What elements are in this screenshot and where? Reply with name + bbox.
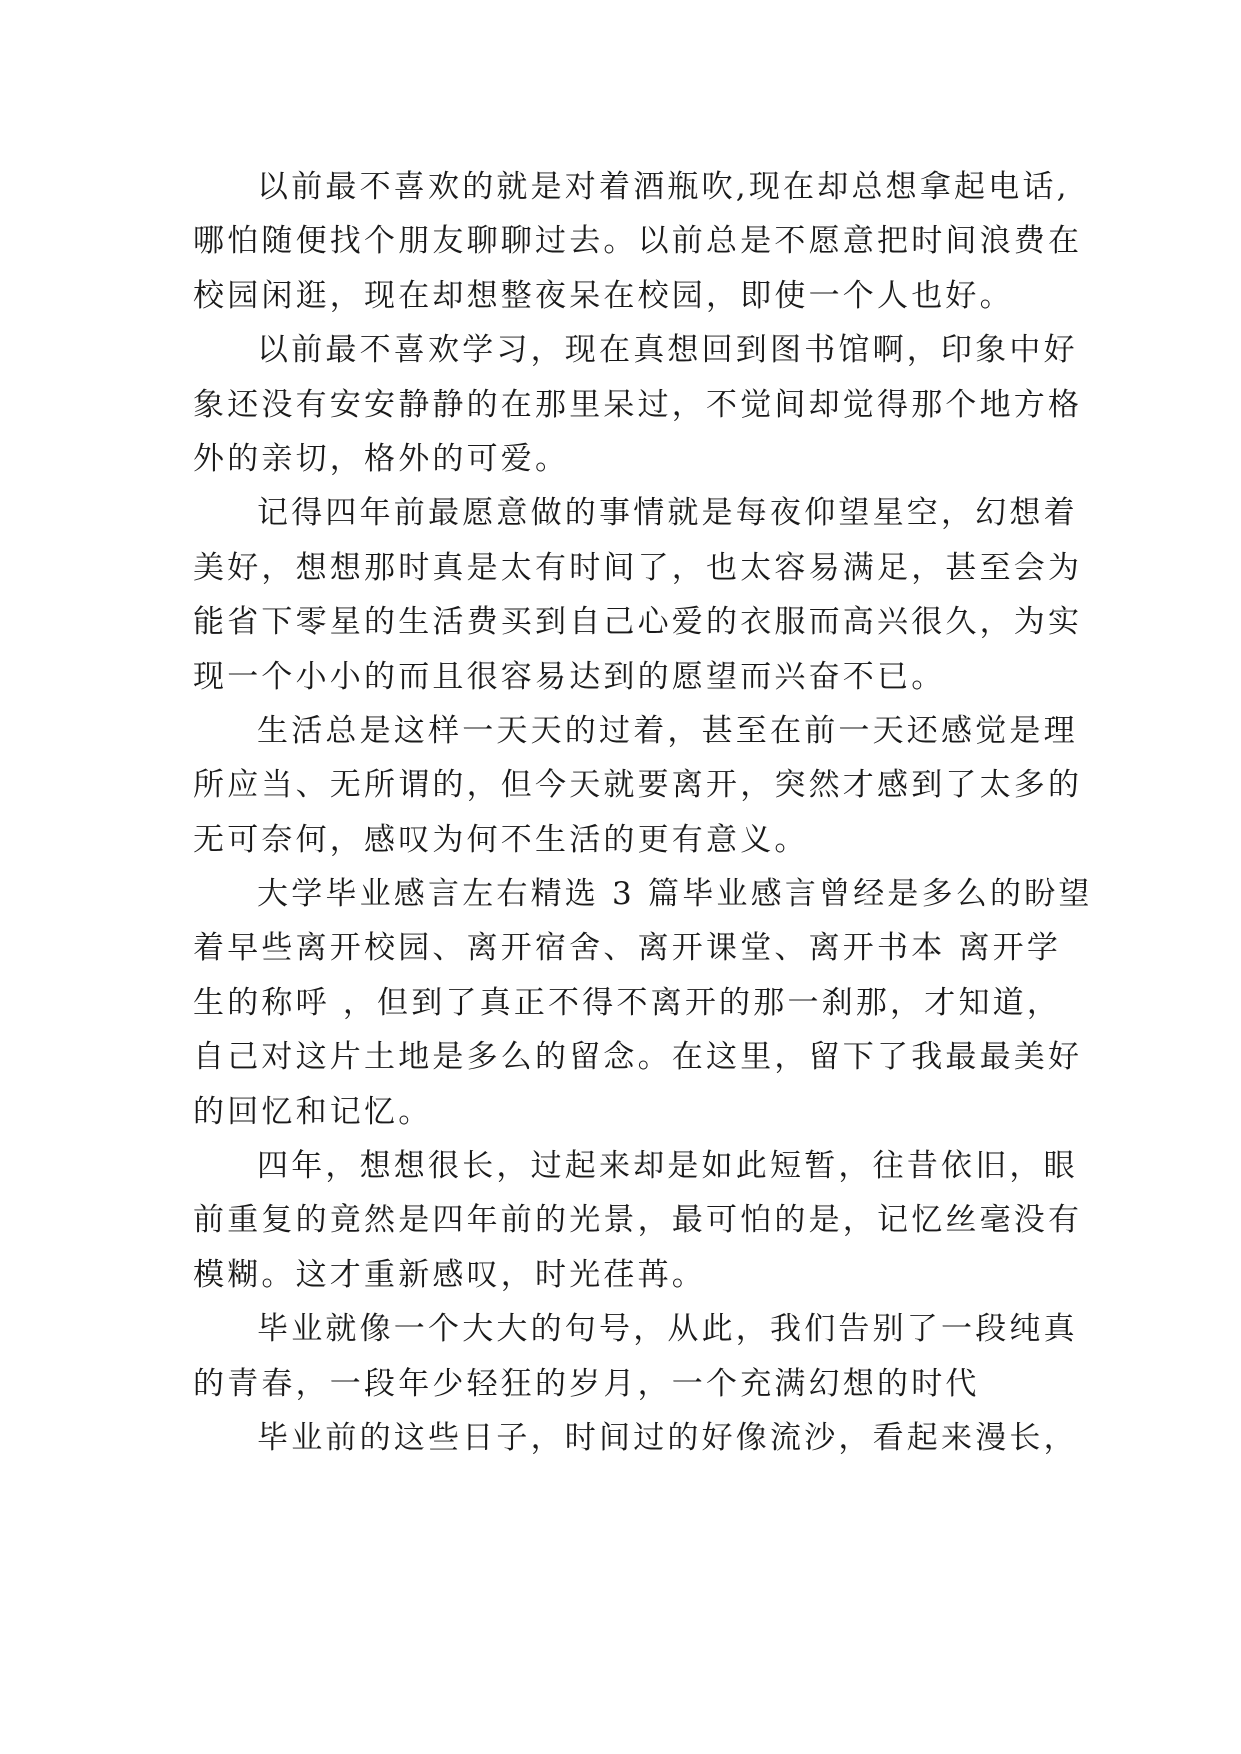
text-line: 的回忆和记忆。 — [193, 1093, 433, 1130]
text-line: 毕业就像一个大大的句号，从此，我们告别了一段纯真 — [257, 1311, 1078, 1348]
text-line: 毕业前的这些日子，时间过的好像流沙，看起来漫长， — [257, 1419, 1078, 1456]
text-line: 美好，想想那时真是太有时间了，也太容易满足，甚至会为 — [193, 549, 1083, 586]
text-line: 模糊。这才重新感叹，时光荏苒。 — [193, 1256, 706, 1293]
text-line: 前重复的竟然是四年前的光景，最可怕的是，记忆丝毫没有 — [193, 1202, 1083, 1239]
text-line: 校园闲逛，现在却想整夜呆在校园，即使一个人也好。 — [193, 277, 1014, 314]
text-line: 四年，想想很长，过起来却是如此短暂，往昔依旧，眼 — [257, 1148, 1078, 1185]
text-line: 外的亲切，格外的可爱。 — [193, 440, 570, 477]
text-line: 所应当、无所谓的，但今天就要离开，突然才感到了太多的 — [193, 767, 1083, 804]
text-line: 以前最不喜欢的就是对着酒瓶吹,现在却总想拿起电话, — [257, 169, 1070, 205]
body-text — [193, 160, 1093, 1465]
text-line: 的青春，一段年少轻狂的岁月，一个充满幻想的时代 — [193, 1365, 980, 1402]
text-line: 大学毕业感言左右精选 3 篇毕业感言曾经是多么的盼望 — [257, 876, 1093, 913]
text-line: 哪怕随便找个朋友聊聊过去。以前总是不愿意把时间浪费在 — [193, 223, 1083, 260]
text-line: 现一个小小的而且很容易达到的愿望而兴奋不已。 — [193, 658, 946, 695]
text-line: 象还没有安安静静的在那里呆过，不觉间却觉得那个地方格 — [193, 386, 1083, 423]
text-line: 以前最不喜欢学习，现在真想回到图书馆啊，印象中好 — [257, 332, 1078, 369]
text-line: 生的称呼 ，但到了真正不得不离开的那一刹那，才知道， — [193, 984, 1062, 1021]
text-line: 生活总是这样一天天的过着，甚至在前一天还感觉是理 — [257, 712, 1078, 749]
text-line: 无可奈何，感叹为何不生活的更有意义。 — [193, 821, 809, 858]
text-line: 能省下零星的生活费买到自己心爱的衣服而高兴很久，为实 — [193, 604, 1083, 641]
text-line: 记得四年前最愿意做的事情就是每夜仰望星空，幻想着 — [257, 495, 1078, 532]
text-line: 自己对这片土地是多么的留念。在这里，留下了我最最美好 — [193, 1039, 1083, 1076]
text-line: 着早些离开校园、离开宿舍、离开课堂、离开书本 离开学 — [193, 930, 1062, 967]
